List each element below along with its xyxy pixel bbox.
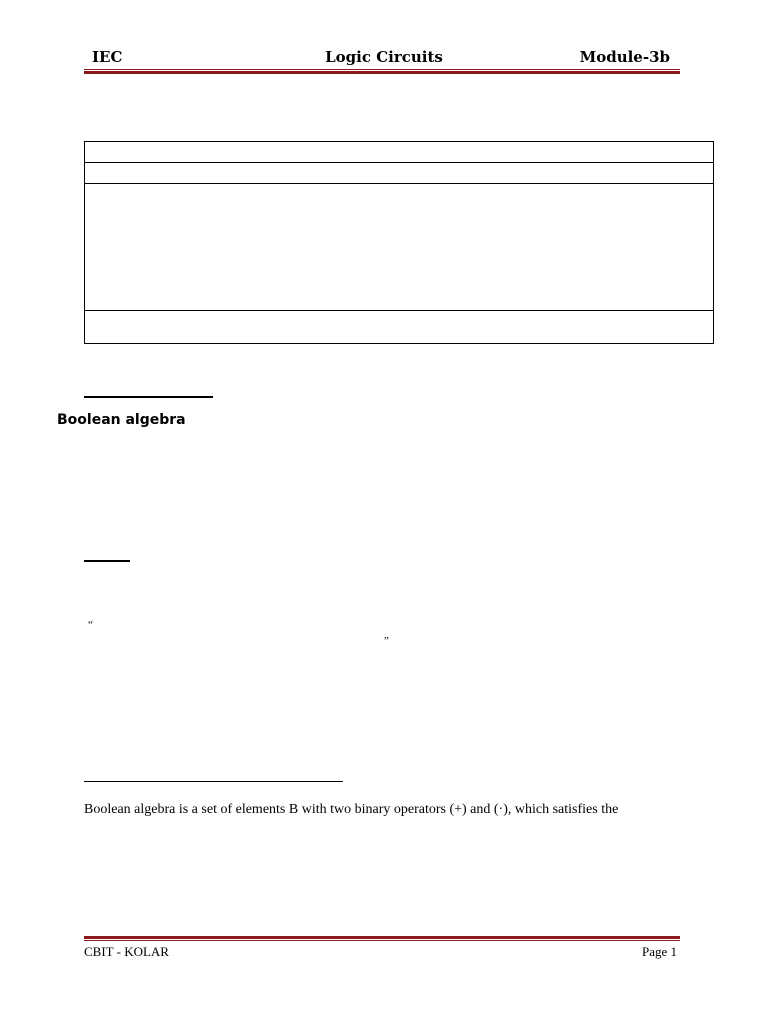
underline-rule — [84, 396, 213, 398]
table-cell — [85, 184, 714, 311]
open-quote-mark: “ — [88, 619, 93, 631]
table-cell — [85, 142, 714, 163]
empty-table — [84, 141, 714, 344]
table-row — [85, 142, 714, 163]
table-row — [85, 163, 714, 184]
footer-page-number: Page 1 — [641, 944, 677, 959]
header-module-label: Module-3b — [579, 48, 670, 66]
footer-institution: CBIT - KOLAR — [84, 944, 169, 959]
underline-rule — [84, 781, 343, 782]
table-row — [85, 184, 714, 311]
body-paragraph: Boolean algebra is a set of elements B with two binary operators (+) and (·), which satisfies the — [84, 802, 619, 817]
footer-rule-top — [84, 936, 680, 939]
header-rule-bottom — [84, 71, 680, 74]
section-heading: Boolean algebra — [57, 412, 186, 428]
close-quote-mark: ” — [384, 635, 389, 647]
table-row — [85, 311, 714, 344]
footer-rule-bottom — [84, 940, 680, 941]
header-left-label: IEC — [92, 48, 123, 66]
table-cell — [85, 163, 714, 184]
underline-rule — [84, 560, 130, 562]
header-rule-top — [84, 69, 680, 70]
header-title: Logic Circuits — [325, 48, 443, 66]
table-cell — [85, 311, 714, 344]
